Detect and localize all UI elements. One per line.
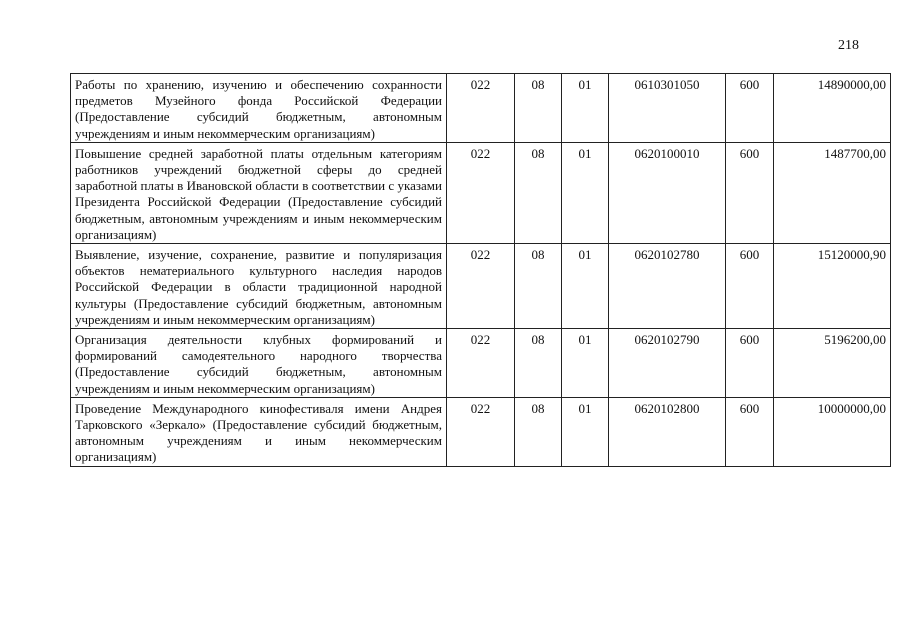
page-number: 218 [838, 38, 859, 53]
expense-name-cell: Повышение средней заработной платы отдельным категориям работников учреждений бюджетной сферы до средней заработной платы в Ивановской области в соответствии с указами Президента Российской Федерации (Предоставление субсидий бюджетным, автономным учреждениям и иным некоммерческим организациям) [71, 142, 447, 243]
ministry-code-cell: 022 [447, 244, 515, 329]
amount-cell: 5196200,00 [774, 329, 891, 398]
expense-name-cell: Работы по хранению, изучению и обеспечению сохранности предметов Музейного фонда Российской Федерации (Предоставление субсидий бюджетным, автономным учреждениям и иным некоммерческим организациям) [71, 74, 447, 143]
target-article-cell: 0610301050 [609, 74, 726, 143]
table-row [71, 397, 891, 466]
table-row [71, 244, 891, 329]
table-row [71, 329, 891, 398]
expense-type-cell: 600 [726, 74, 774, 143]
section-code-cell: 08 [515, 142, 562, 243]
expense-name-cell: Выявление, изучение, сохранение, развитие и популяризация объектов нематериального культурного наследия народов Российской Федерации в области традиционной народной культуры (Предоставление субсидий бюджетным, автономным учреждениям и иным некоммерческим организациям) [71, 244, 447, 329]
amount-cell: 15120000,90 [774, 244, 891, 329]
ministry-code-cell: 022 [447, 397, 515, 466]
target-article-cell: 0620102790 [609, 329, 726, 398]
expense-name-cell: Организация деятельности клубных формирований и формирований самодеятельного народного творчества (Предоставление субсидий бюджетным, автономным учреждениям и иным некоммерческим организациям) [71, 329, 447, 398]
ministry-code-cell: 022 [447, 74, 515, 143]
subsection-code-cell: 01 [562, 397, 609, 466]
target-article-cell: 0620102780 [609, 244, 726, 329]
subsection-code-cell: 01 [562, 244, 609, 329]
expense-type-cell: 600 [726, 142, 774, 243]
subsection-code-cell: 01 [562, 142, 609, 243]
section-code-cell: 08 [515, 329, 562, 398]
target-article-cell: 0620100010 [609, 142, 726, 243]
budget-table [70, 73, 891, 467]
target-article-cell: 0620102800 [609, 397, 726, 466]
section-code-cell: 08 [515, 244, 562, 329]
amount-cell: 1487700,00 [774, 142, 891, 243]
section-code-cell: 08 [515, 397, 562, 466]
expense-name-cell: Проведение Международного кинофестиваля имени Андрея Тарковского «Зеркало» (Предоставление субсидий бюджетным, автономным учреждениям и иным некоммерческим организациям) [71, 397, 447, 466]
subsection-code-cell: 01 [562, 329, 609, 398]
ministry-code-cell: 022 [447, 142, 515, 243]
section-code-cell: 08 [515, 74, 562, 143]
amount-cell: 10000000,00 [774, 397, 891, 466]
table-row [71, 142, 891, 243]
ministry-code-cell: 022 [447, 329, 515, 398]
expense-type-cell: 600 [726, 397, 774, 466]
expense-type-cell: 600 [726, 244, 774, 329]
amount-cell: 14890000,00 [774, 74, 891, 143]
table-row [71, 74, 891, 143]
expense-type-cell: 600 [726, 329, 774, 398]
subsection-code-cell: 01 [562, 74, 609, 143]
